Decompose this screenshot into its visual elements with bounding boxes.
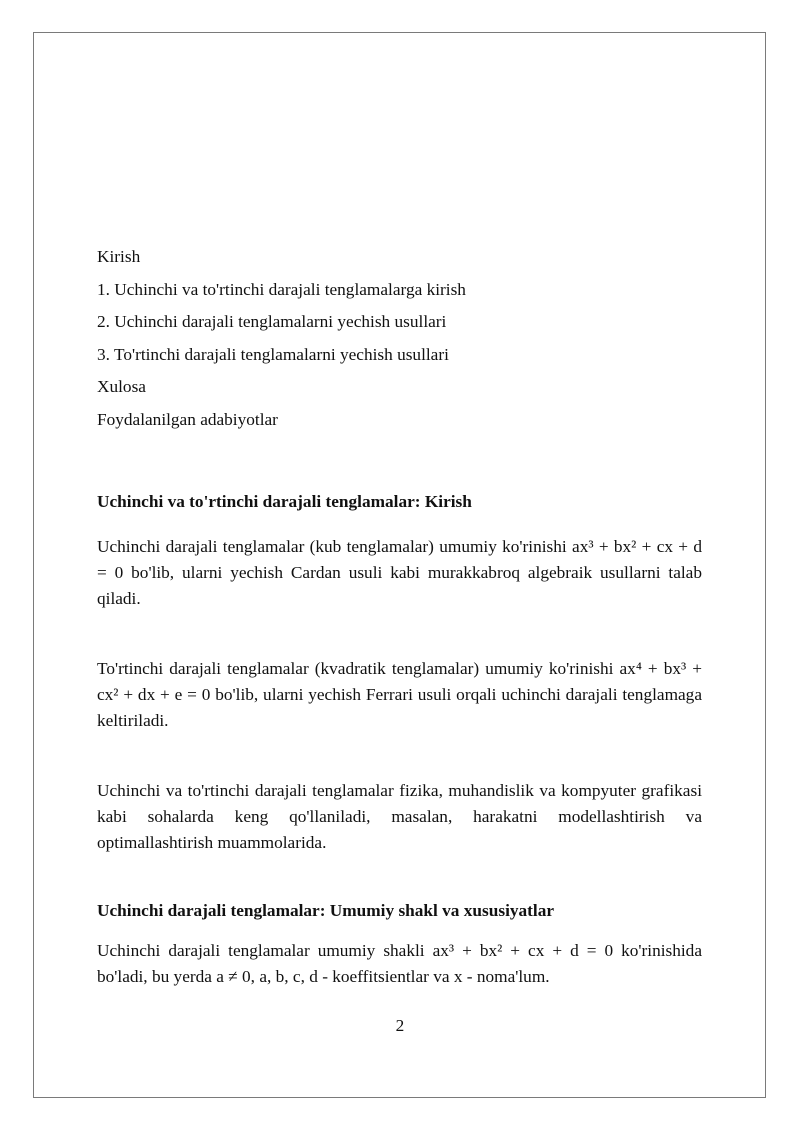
paragraph-quartic-intro: To'rtinchi darajali tenglamalar (kvadratik tenglamalar) umumiy ko'rinishi ax⁴ + bx³ + cx² + dx + e = 0 bo'lib, ularni yechish Ferrari usuli orqali uchinchi darajali tenglamaga keltiriladi.: [97, 659, 702, 730]
paragraph-cubic-intro: Uchinchi darajali tenglamalar (kub tenglamalar) umumiy ko'rinishi ax³ + bx² + cx + d = 0 bo'lib, ularni yechish Cardan usuli kabi murakkabroq algebraik usullarni talab qiladi.: [97, 537, 702, 608]
page-number: 2: [395, 1016, 405, 1035]
toc-item-references: Foydalanilgan adabiyotlar: [97, 409, 278, 429]
toc-item-3: 3. To'rtinchi darajali tenglamalarni yechish usullari: [97, 344, 449, 364]
page-content: [97, 241, 702, 990]
toc-item-conclusion: Xulosa: [97, 377, 146, 396]
toc-item-intro: Kirish: [97, 247, 141, 266]
section-heading-intro: Uchinchi va to'rtinchi darajali tenglamalar: Kirish: [97, 492, 472, 511]
section-heading-cubic-form: Uchinchi darajali tenglamalar: Umumiy shakl va xususiyatlar: [97, 901, 555, 920]
toc-item-2: 2. Uchinchi darajali tenglamalarni yechish usullari: [97, 312, 447, 331]
table-of-contents: [97, 241, 702, 436]
paragraph-applications: Uchinchi va to'rtinchi darajali tenglamalar fizika, muhandislik va kompyuter grafikasi kabi sohalarda keng qo'llaniladi, masalan, harakatni modellashtirish va optimallashtirish muammolarida.: [97, 781, 702, 852]
paragraph-cubic-form: Uchinchi darajali tenglamalar umumiy shakli ax³ + bx² + cx + d = 0 ko'rinishida bo'ladi, bu yerda a ≠ 0, a, b, c, d - koeffitsientlar va x - noma'lum.: [97, 941, 702, 986]
toc-item-1: 1. Uchinchi va to'rtinchi darajali tenglamalarga kirish: [97, 279, 466, 299]
